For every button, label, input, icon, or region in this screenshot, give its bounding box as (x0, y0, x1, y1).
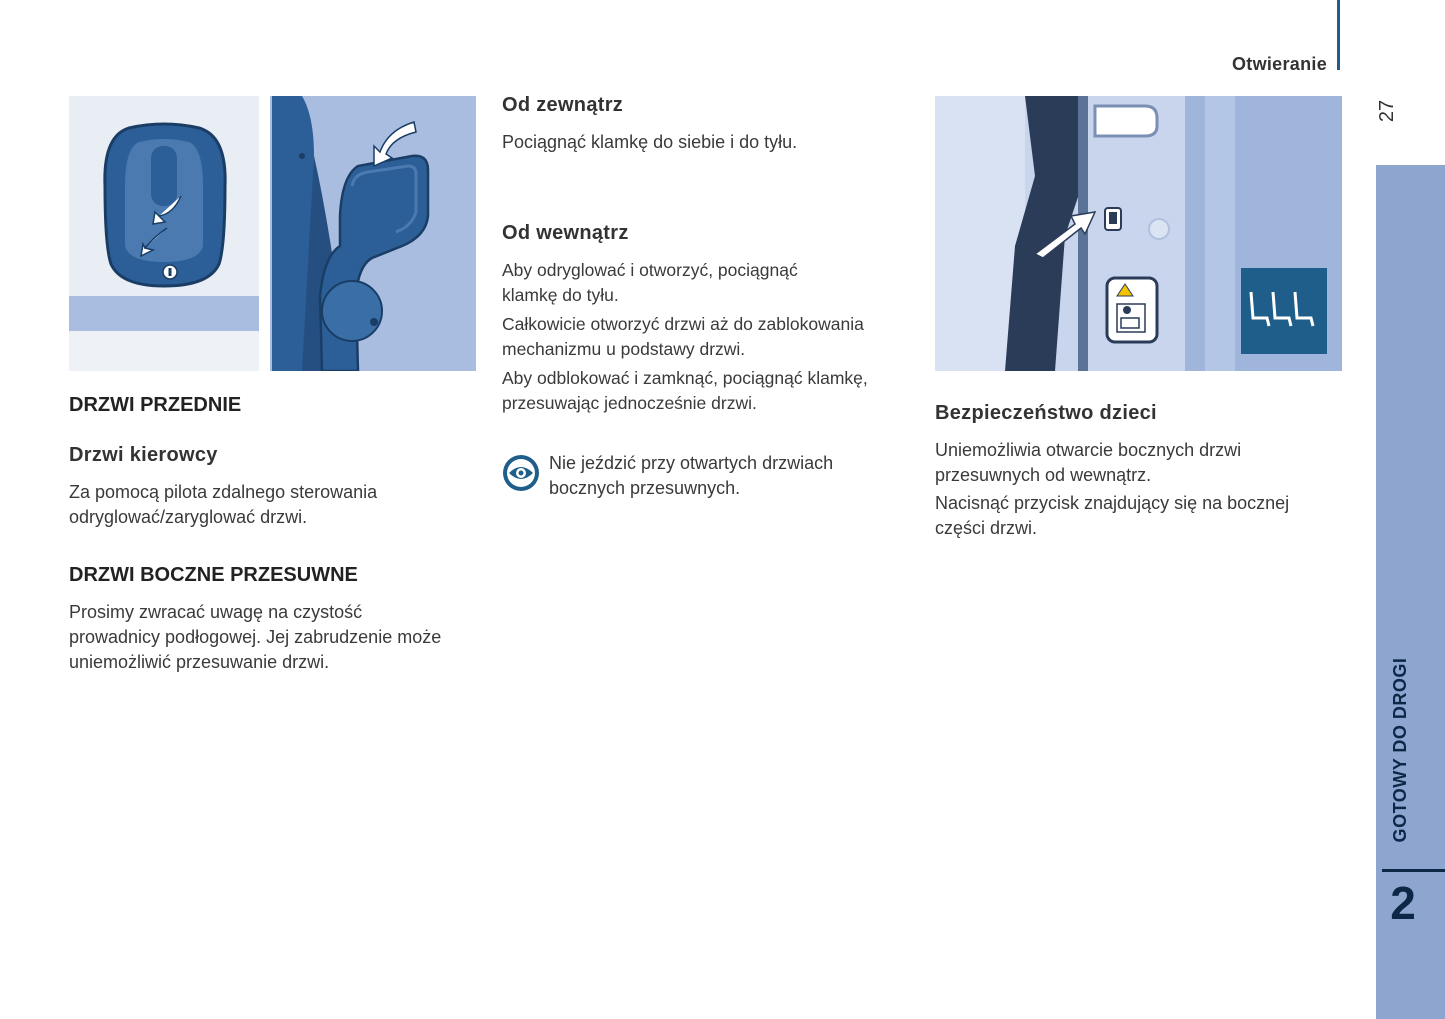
inside-paragraph: Aby odblokować i zamknąć, pociągnąć klamkę, przesuwając jednocześnie drzwi. (502, 368, 868, 413)
header-rule (1337, 0, 1340, 70)
section-title: Otwieranie (1231, 54, 1327, 74)
handle-illustration-svg (69, 96, 259, 371)
inside-paragraphs (502, 258, 914, 416)
sliding-doors-heading: DRZWI BOCZNE PRZESUWNE (69, 564, 358, 586)
child-safety-paragraph: Uniemożliwia otwarcie bocznych drzwi przesuwnych od wewnątrz. (935, 440, 1242, 485)
child-safety-illustration-svg (935, 96, 1342, 371)
chapter-tab-rule (1382, 869, 1445, 872)
outside-text: Pociągnąć klamkę do siebie i do tyłu. (502, 132, 798, 152)
inside-paragraph: Aby odryglować i otworzyć, pociągnąć klamkę do tyłu. (502, 260, 798, 305)
chapter-number: 2 (1390, 877, 1416, 929)
inside-heading: Od wewnątrz (502, 222, 629, 244)
sliding-handle-illustration-svg (262, 96, 476, 371)
chapter-tab-label: GOTOWY DO DROGI (1390, 657, 1410, 843)
front-doors-heading: DRZWI PRZEDNIE (69, 394, 242, 416)
driver-door-text: Za pomocą pilota zdalnego sterowania odryglować/zaryglować drzwi. (69, 482, 378, 527)
outside-heading: Od zewnątrz (502, 94, 624, 116)
child-safety-paragraph: Nacisnąć przycisk znajdujący się na bocznej części drzwi. (935, 493, 1290, 538)
child-safety-paragraphs (935, 438, 1345, 541)
sliding-door-handle-illustration (262, 96, 476, 371)
driver-door-handle-illustration (69, 96, 259, 371)
page-number: 27 (1376, 99, 1398, 123)
sliding-doors-text: Prosimy zwracać uwagę na czystość prowadnicy podłogowej. Jej zabrudzenie może uniemożliwić przesuwanie drzwi. (69, 602, 442, 672)
eye-icon (502, 454, 542, 494)
warning-text: Nie jeździć przy otwartych drzwiach bocznych przesuwnych. (549, 453, 834, 498)
driver-door-heading: Drzwi kierowcy (69, 444, 218, 466)
inside-paragraph: Całkowicie otworzyć drzwi aż do zablokowania mechanizmu u podstawy drzwi. (502, 314, 864, 359)
child-safety-illustration (935, 96, 1342, 371)
child-safety-heading: Bezpieczeństwo dzieci (935, 402, 1157, 424)
